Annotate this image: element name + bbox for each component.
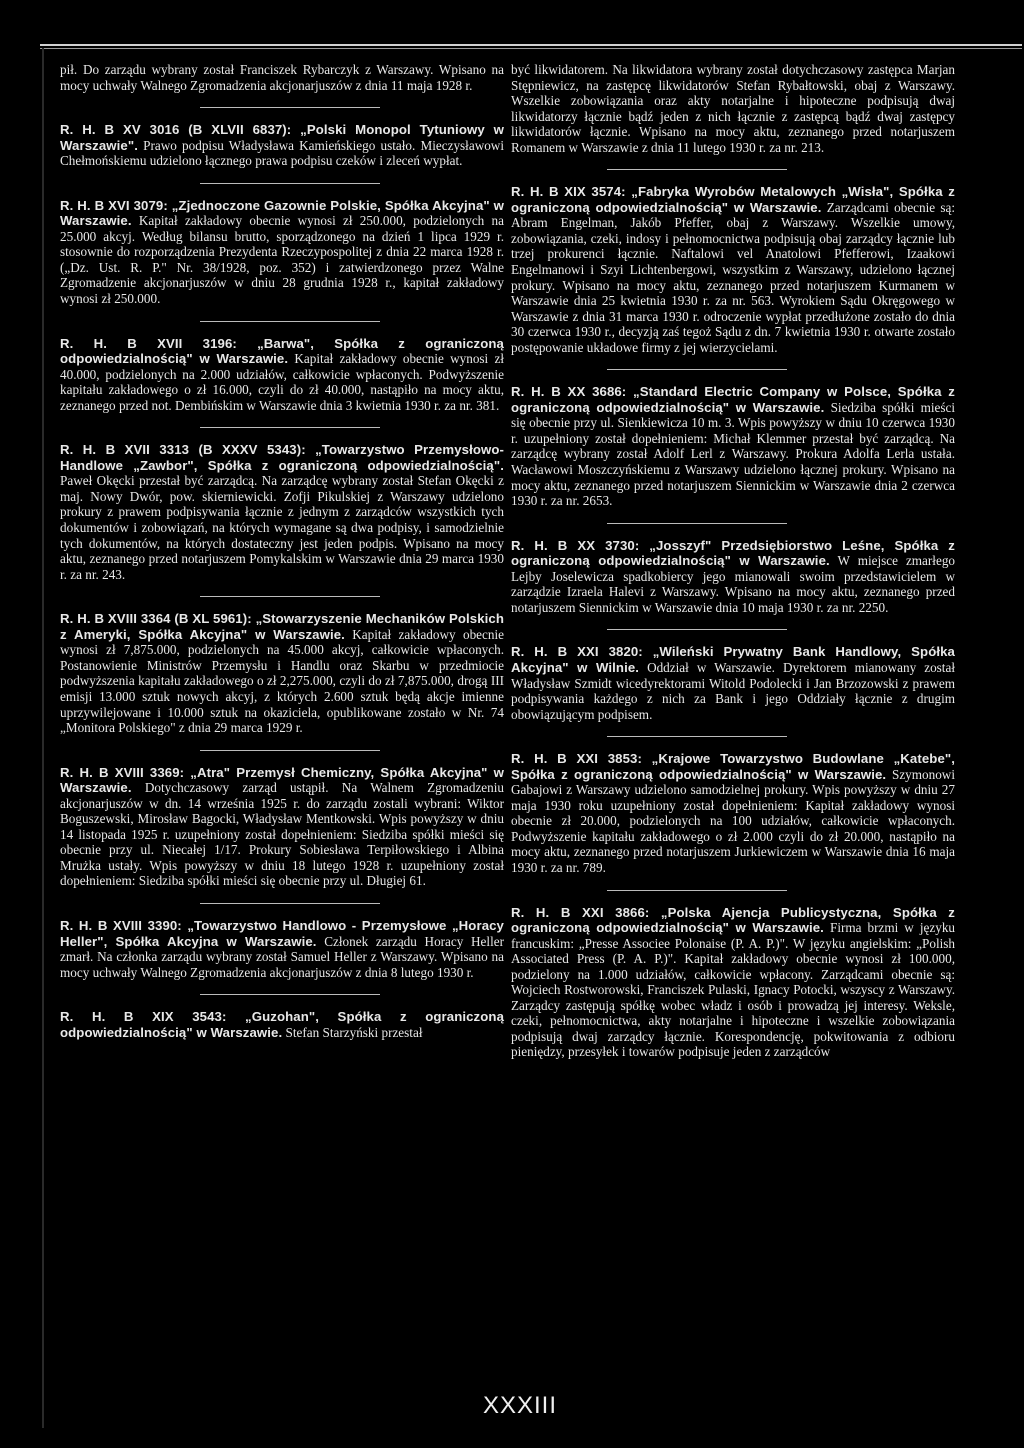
entry-heading: R. H. B XX 3686: „Standard Electric Company w Polsce, Spółka z ograniczoną odpowiedzialnością" w Warszawie. <box>511 384 955 415</box>
divider <box>607 523 787 524</box>
entry-text <box>60 611 504 735</box>
entry <box>60 198 504 307</box>
entry-text <box>60 122 504 169</box>
entry <box>511 62 955 155</box>
divider <box>200 427 380 428</box>
entry-body: Stefan Starzyński przestał <box>282 1024 423 1040</box>
entry <box>60 122 504 169</box>
entry-heading: R. H. B XV 3016 (B XLVII 6837): „Polski Monopol Tytuniowy w Warszawie". <box>60 122 504 153</box>
divider <box>607 369 787 370</box>
entry-body: Oddział w Warszawie. Dyrektorem mianowany został Władysław Szmidt wicedyrektorami Witold Podolecki i Jan Brzozowski z prawem podpisywania każdego z nich za Bank i jego Oddziały łącznie z drugim obowiązującym podpisem. <box>511 659 955 722</box>
entry-heading: R. H. B XXI 3853: „Krajowe Towarzystwo Budowlane „Katebe", Spółka z ograniczoną odpowiedzialnością" w Warszawie. <box>511 751 955 782</box>
entry-heading: R. H. B XX 3730: „Josszyf" Przedsiębiorstwo Leśne, Spółka z ograniczoną odpowiedzialnością" w Warszawie. <box>511 537 955 569</box>
entry-heading: R. H. B XXI 3820: „Wileński Prywatny Bank Handlowy, Spółka Akcyjna" w Wilnie. <box>511 644 955 675</box>
entry-text <box>511 184 955 355</box>
page-left-rule <box>42 48 44 1428</box>
entry-heading: R. H. B XVII 3313 (B XXXV 5343): „Towarzystwo Przemysłowo-Handlowe „Zawbor", Spółka z ograniczoną odpowiedzialnością". <box>60 442 504 473</box>
entry-text <box>60 198 504 307</box>
entry <box>511 184 955 355</box>
divider <box>200 183 380 184</box>
divider <box>200 596 380 597</box>
entry-heading: R. H. B XXI 3866: „Polska Ajencja Publicystyczna, Spółka z ograniczoną odpowiedzialnością" w Warszawie. <box>511 904 955 936</box>
entry-text <box>511 751 955 875</box>
entry-body: Kapitał zakładowy obecnie wynosi zł 250.000, podzielonych na 25.000 akcyj. Według bilansu brutto, sporządzonego na dzień 1 lipca 1929 r. stosownie do rozporządzenia Prezydenta Rzeczypospolitej z dnia 22 marca 1928 r. („Dz. Ust. R. P." Nr. 38/1928, poz. 352) i zatwierdzonego przez Walne Zgromadzenie akcjonarjuszów w dniu 28 grudnia 1928 r., kapitał zakładowy wynosi zł 250.000. <box>60 213 504 307</box>
entry-heading: R. H. B XVIII 3369: „Atra" Przemysł Chemiczny, Spółka Akcyjna" w Warszawie. <box>60 764 504 796</box>
entry <box>60 62 504 93</box>
entry-body: pił. Do zarządu wybrany został Franciszek Rybarczyk z Warszawy. Wpisano na mocy uchwały Walnego Zgromadzenia akcjonarjuszów z dnia 11 maja 1928 r. <box>60 62 504 93</box>
entry-body: Prawo podpisu Władysława Kamieńskiego ustało. Mieczysławowi Chełmońskiemu udzielono łącznego prawa podpisu czeków i zleceń wypłat. <box>60 137 504 169</box>
entry <box>511 384 955 508</box>
entry-body: W miejsce zmarłego Lejby Joselewicza spadkobiercy jego mianowali swoim przedstawicielem w zarządzie Izraela Halevi z Warszawy. Wpisano na mocy aktu, zeznanego przed notarjuszem Siennickim w Warszawie dnia 10 maja 1930 r. za nr. 2250. <box>511 553 956 615</box>
page-top-rule <box>40 44 1022 46</box>
right-column <box>511 62 955 1060</box>
entry-heading: R. H. B XVIII 3390: „Towarzystwo Handlowo - Przemysłowe „Horacy Heller", Spółka Akcyjna w Warszawie. <box>60 917 504 949</box>
entry <box>60 611 504 735</box>
entry <box>60 442 504 582</box>
entry-body: Paweł Okęcki przestał być zarządcą. Na zarządcę wybrany został Stefan Okęcki z maj. Nowy Dwór, pow. skierniewicki. Zofji Pikulskiej z Warszawy udzielono prokury z prawem podpisywania łącznie z jednym z zarządców wszystkich tych dokumentów i zobowiązań, na których wymagane są dwa podpisy, i samodzielnie tych dokumentów, na których dostateczny jest jeden podpis. Wpisano na mocy aktu, zeznanego przed notarjuszem Pomykalskim w Warszawie dnia 29 marca 1930 r. za nr. 243. <box>60 473 504 582</box>
entry <box>60 765 504 889</box>
divider <box>200 750 380 751</box>
entry-text <box>60 442 504 582</box>
divider <box>200 321 380 322</box>
entry <box>60 1009 504 1040</box>
entry-body: być likwidatorem. Na likwidatora wybrany został dotychczasowy zastępca Marjan Stępniewicz, na zastępcę likwidatorów Stefan Rybałtowski, obaj z Warszawy. Wszelkie zobowiązania oraz akty notarjalne i hipoteczne podpisują dwaj likwidatorzy łącznie bądź jeden z nich łącznie z zastępcą bądź dwaj zastępcy likwidatorów łącznie. Wpisano na mocy aktu, zeznanego przed notarjuszem Romanem w Warszawie z dnia 11 lutego 1930 r. za nr. 213. <box>511 62 955 155</box>
entry <box>60 918 504 980</box>
divider <box>200 107 380 108</box>
divider <box>200 903 380 904</box>
entry <box>511 751 955 875</box>
entry-text <box>511 384 955 508</box>
page-number: XXXIII <box>482 1392 558 1419</box>
entry-body: Szymonowi Gabajowi z Warszawy udzielono samodzielnej prokury. Wpis powyższy w dniu 27 maja 1930 roku uzupełniony został dopełnieniem: Kapitał zakładowy wynosi obecnie zł 20.000, podzielonych na 100 udziałów, całkowicie wpłaconych. Podwyższenie kapitału zakładowego o zł 2.000 czyli do zł 20.000, nastąpiło na mocy aktu, zeznanego przed notarjuszem Jurkiewiczem w Warszawie dnia 16 maja 1930 r. za nr. 789. <box>511 766 955 875</box>
entry-text <box>511 905 955 1060</box>
entry-body: Firma brzmi w języku francuskim: „Presse Associee Polonaise (P. A. P.)". W języku angielskim: „Polish Associated Press (P. A. P.)". Kapitał zakładowy obecnie wynosi zł 100.000, podzielony na 1.000 udziałów, całkowicie wpłacony. Zarządcami obecnie są: Wojciech Rostworowski, Franciszek Pulaski, Ignacy Potocki, wszyscy z Warszawy. Zarządcy zastępują spółkę wobec władz i osób i prowadzą jej interesy. Weksle, czeki, pełnomocnictwa, akty notarjalne i hipoteczne i wszelkie zobowiązania podpisują dwaj zarządcy łącznie. Korespondencję, pokwitowania z odbioru pieniędzy, przesyłek i towarów podpisuje jeden z zarządców <box>511 920 956 1060</box>
entry-heading: R. H. B XVIII 3364 (B XL 5961): „Stowarzyszenie Mechaników Polskich z Ameryki, Spółka Akcyjna" w Warszawie. <box>60 611 504 642</box>
entry-body: Członek zarządu Horacy Heller zmarł. Na członka zarządu wybrany został Samuel Heller z Warszawy. Wpisano na mocy uchwały Walnego Zgromadzenia akcjonarjuszów z dnia 8 lutego 1930 r. <box>60 933 504 980</box>
entry <box>511 644 955 722</box>
entry <box>60 336 504 414</box>
entry <box>511 538 955 616</box>
entry-heading: R. H. B XIX 3543: „Guzohan", Spółka z ograniczoną odpowiedzialnością" w Warszawie. <box>60 1009 504 1040</box>
entry-text <box>60 1009 504 1040</box>
left-column <box>60 62 504 1040</box>
entry-text <box>511 644 955 722</box>
entry-text <box>60 62 504 93</box>
entry-heading: R. H. B XVII 3196: „Barwa", Spółka z ograniczoną odpowiedzialnością" w Warszawie. <box>60 335 504 367</box>
divider <box>200 994 380 995</box>
entry-text <box>511 62 955 155</box>
divider <box>607 736 787 737</box>
entry-text <box>511 538 955 616</box>
entry-body: Zarządcami obecnie są: Abram Engelman, Jakób Pfeffer, obaj z Warszawy. Wszelkie umowy, zobowiązania, czeki, indosy i pełnomocnictwa podpisują obaj zarządcy łącznie lub trzej prokurenci łącznie. Naftalowi vel Anatolowi Pfefferowi, Izaakowi Engelmanowi i Szyi Lichtenbergowi, wszystkim z Warszawy, udzielono łącznej prokury. Wpisano na mocy aktu, zeznanego przed notarjuszem Kurmanem w Warszawie dnia 25 kwietnia 1930 r. za nr. 563. Wyrokiem Sądu Okręgowego w Warszawie z dnia 31 marca 1930 r. odroczenie wypłat przedłużone zostało do dnia 30 czerwca 1930 r., decyzją zaś tegoż Sądu z dn. 7 kwietnia 1930 r. otwarte zostało postępowanie układowe firmy z jej wierzycielami. <box>511 199 955 355</box>
page-top-rule-thin <box>40 48 1022 49</box>
entry-heading: R. H. B XIX 3574: „Fabryka Wyrobów Metalowych „Wisła", Spółka z ograniczoną odpowiedzialnością" w Warszawie. <box>511 184 955 215</box>
entry-body: Dotychczasowy zarząd ustąpił. Na Walnem Zgromadzeniu akcjonarjuszów w dn. 14 września 1925 r. do zarządu zostali wybrani: Wiktor Boguszewski, Mirosław Bagocki, Władysław Mentkowski. Wpis powyższy w dniu 14 listopada 1925 r. uzupełniony został dopełnieniem: Siedziba spółki mieści się obecnie przy ul. Niecałej 1/17. Prokury Sobiesława Terpiłowskiego i Albina Mrużka ustały. Wpis powyższy w dniu 18 lutego 1928 r. uzupełniony został dopełnieniem: Siedziba spółki mieści się obecnie przy ul. Długiej 61. <box>60 780 504 889</box>
entry <box>511 905 955 1060</box>
divider <box>607 169 787 170</box>
entry-body: Kapitał zakładowy obecnie wynosi zł 40.000, podzielonych na 2.000 udziałów, całkowicie wpłaconych. Podwyższenie kapitału zakładowego o zł 16.000, czyli do zł 40.000, nastąpiło na mocy aktu, zeznanego przed not. Dembińskim w Warszawie dnia 3 kwietnia 1930 r. za nr. 381. <box>60 351 504 413</box>
entry-body: Kapitał zakładowy obecnie wynosi zł 7,875.000, podzielonych na 45.000 akcyj, całkowicie wpłaconych. Postanowienie Ministrów Przemysłu i Handlu oraz Skarbu w przedmiocie podwyższenia kapitału zakładowego o zł 2,275.000, czyli do zł 7,875.000, drogą III emisji 13.000 sztuk nowych akcyj, z których 2.600 sztuk będą akcje imienne uprzywilejowane i 10.000 sztuk na okaziciela, opublikowane zostało w Nr. 74 „Monitora Polskiego" z dnia 29 marca 1929 r. <box>60 626 504 736</box>
entry-heading: R. H. B XVI 3079: „Zjednoczone Gazownie Polskie, Spółka Akcyjna" w Warszawie. <box>60 197 504 229</box>
entry-text <box>60 765 504 889</box>
entry-text <box>60 918 504 980</box>
divider <box>607 890 787 891</box>
entry-text <box>60 336 504 414</box>
divider <box>607 629 787 630</box>
entry-body: Siedziba spółki mieści się obecnie przy ul. Sienkiewicza 10 m. 3. Wpis powyższy w dniu 10 czerwca 1930 r. uzupełniony został dopełnieniem: Michał Klemmer przestał być zarządcą. Na zarządcę wybrany został Adolf Lerl z Warszawy. Prokura Adolfa Lerla ustała. Wacławowi Moszczyńskiemu z Warszawy udzielono łącznej prokury. Wpisano na mocy aktu, zeznanego przed notarjuszem Siennickim w Warszawie dnia 2 czerwca 1930 r. za nr. 2653. <box>511 399 955 509</box>
